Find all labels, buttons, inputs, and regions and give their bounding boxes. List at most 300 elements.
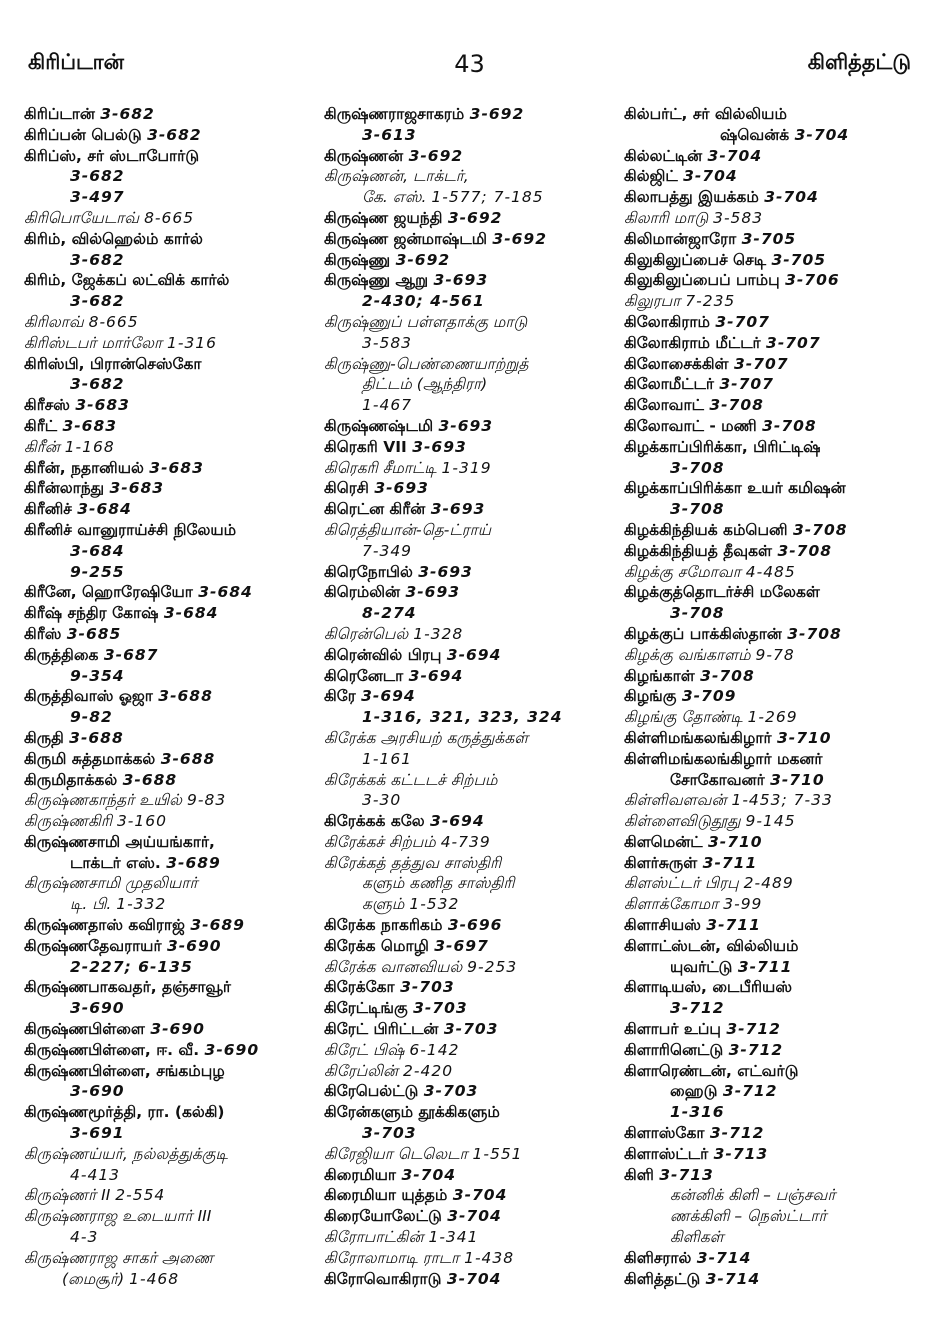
entry-reference: 3-703 (443, 1020, 499, 1039)
index-entry (624, 1081, 924, 1102)
entry-reference: 3-684 (77, 500, 132, 519)
index-entry (624, 1227, 924, 1248)
entry-reference: 7-349 (362, 541, 413, 560)
index-entry (324, 915, 614, 936)
index-entry (324, 1061, 614, 1082)
index-entry (324, 1144, 614, 1165)
index-entry (624, 977, 924, 998)
entry-reference: 9-255 (70, 562, 125, 581)
entry-term: கிரீன், நதானியல் (24, 458, 144, 477)
entry-reference: 1-468 (129, 1269, 180, 1288)
entry-term: கிரெகரி சீமாட்டி (324, 458, 437, 477)
index-entry (24, 125, 319, 146)
entry-reference: 3-703 (413, 999, 468, 1018)
index-entry (624, 229, 924, 250)
running-head-first-entry: கிரிப்டான் (28, 50, 124, 74)
entry-reference: 3-689 (190, 916, 245, 935)
entry-term: கிருஷ்ணராஜ உடையார் III (24, 1207, 212, 1226)
entry-reference: 3-688 (158, 687, 213, 706)
index-entry (324, 645, 614, 666)
entry-reference: 3-694 (361, 687, 416, 706)
entry-term: கிருத்திகை (24, 645, 99, 664)
entry-reference: 3-682 (147, 125, 202, 144)
index-entry (624, 520, 924, 541)
entry-reference: 3-160 (116, 812, 167, 831)
entry-term: கிரேக்க மொழி (324, 936, 429, 955)
index-entry (324, 125, 614, 146)
entry-reference: 3-711 (702, 853, 758, 872)
index-entry (24, 250, 319, 271)
entry-term: கிளாபர் உப்பு (624, 1020, 721, 1039)
page-number: 43 (454, 50, 485, 78)
entry-reference: 3-704 (452, 1186, 508, 1205)
entry-reference: 3-688 (69, 728, 124, 747)
entry-reference: 4-3 (70, 1228, 99, 1247)
index-entry (624, 686, 924, 707)
entry-reference: 3-683 (62, 416, 118, 435)
entry-reference: 1-551 (472, 1144, 523, 1163)
entry-term: கிரே (324, 687, 356, 706)
index-entry (24, 1165, 319, 1186)
entry-reference: 1-332 (116, 895, 167, 914)
entry-term: கிளிசரால் (624, 1248, 692, 1267)
entry-reference: 1-161 (362, 749, 413, 768)
index-entry (24, 270, 319, 291)
index-entry (24, 312, 319, 333)
index-entry (24, 873, 319, 894)
index-entry (24, 666, 319, 687)
entry-term: கிரேக்க வானவியல் (324, 957, 463, 976)
entry-reference: 3-704 (707, 146, 763, 165)
index-entry (624, 832, 924, 853)
index-entry (324, 562, 614, 583)
index-entry (624, 166, 924, 187)
entry-reference: 3-712 (726, 1020, 781, 1039)
entry-reference: 9-83 (187, 791, 227, 810)
entry-term: கிளமென்ட் (624, 832, 703, 851)
entry-reference: 3-710 (777, 728, 832, 747)
index-entry (24, 1040, 319, 1061)
index-entry (624, 936, 924, 957)
entry-reference: 3-688 (122, 770, 178, 789)
entry-reference: 3-685 (66, 624, 122, 643)
entry-reference: 3-703 (362, 1124, 417, 1143)
entry-reference: 3-683 (109, 479, 165, 498)
entry-term: கிரோலாமாடி ராடா (324, 1248, 460, 1267)
index-entry (24, 811, 319, 832)
entry-term: கிரீஷ் சந்திர கோஷ் (24, 604, 159, 623)
index-entry (624, 998, 924, 1019)
index-entry (24, 1227, 319, 1248)
entry-reference: 3-703 (400, 978, 455, 997)
index-column-2 (324, 104, 614, 1289)
index-entry (24, 1081, 319, 1102)
entry-reference: 3-693 (412, 437, 467, 456)
entry-term: கிரேக்கோ (324, 978, 395, 997)
index-entry (624, 291, 924, 312)
entry-term: கன்னிக் கிளி – பஞ்சவர் (670, 1186, 836, 1205)
entry-term: கிலோகிராம் மீட்டர் (624, 333, 761, 352)
entry-reference: 2-430; 4-561 (362, 292, 485, 311)
entry-term: ஷ்வென்க் (720, 125, 790, 144)
index-entry (624, 873, 924, 894)
index-entry (324, 520, 614, 541)
index-entry (624, 458, 924, 479)
entry-reference: 8-665 (88, 312, 139, 331)
entry-reference: 3-708 (777, 541, 833, 560)
entry-term: கிருஷ்ணதேவராயர் (24, 936, 162, 955)
entry-term: கிரேஜியா டெலெடா (324, 1144, 468, 1163)
index-entry (324, 104, 614, 125)
index-entry (324, 499, 614, 520)
index-entry (624, 104, 924, 125)
index-entry (624, 1019, 924, 1040)
index-entry (324, 790, 614, 811)
index-entry (624, 333, 924, 354)
entry-term: கிருஷ்ணன், டாக்டர், (324, 167, 469, 186)
entry-term: களும் கணித சாஸ்திரி (362, 874, 515, 893)
entry-reference: 3-708 (670, 500, 725, 519)
index-entry (24, 1144, 319, 1165)
entry-reference: 3-690 (166, 936, 222, 955)
entry-reference: 3-704 (446, 1269, 502, 1288)
entry-term: கிரேன்களும் தூக்கிகளும் (324, 1103, 500, 1122)
index-entry (624, 957, 924, 978)
entry-reference: 8-665 (144, 208, 195, 227)
index-column-3 (624, 104, 924, 1289)
index-entry (24, 229, 319, 250)
entry-term: கிருஷ்ணதாஸ் கவிராஜ் (24, 916, 185, 935)
entry-reference: 1-316 (166, 333, 218, 352)
entry-term: கிருதி (24, 728, 64, 747)
entry-reference: 3-712 (670, 999, 725, 1018)
entry-reference: 3-693 (430, 500, 486, 519)
entry-reference: 9-82 (70, 708, 113, 727)
entry-term: கிருஷ்ணன் (324, 146, 404, 165)
entry-term: திட்டம் (ஆந்திரா) (362, 375, 488, 394)
entry-term: களும் (362, 895, 405, 914)
index-entry (624, 1185, 924, 1206)
index-entry (24, 354, 319, 375)
entry-term: கிரெனேடா (324, 666, 404, 685)
index-entry (24, 541, 319, 562)
entry-reference: 3-682 (70, 292, 125, 311)
entry-term: கிரிஸ்பி, பிரான்செஸ்கோ (24, 354, 202, 373)
index-entry (324, 270, 614, 291)
index-entry (24, 957, 319, 978)
index-entry (24, 458, 319, 479)
entry-term: கிரிப்பன் பெல்டு (24, 125, 142, 144)
index-entry (624, 853, 924, 874)
entry-term: கிளாஸ்ட்டர் (624, 1144, 709, 1163)
entry-reference: 3-694 (408, 666, 464, 685)
entry-term: கிளாசியஸ் (624, 916, 701, 935)
index-entry (324, 686, 614, 707)
entry-term: கிரேக்கக் கலே (324, 812, 425, 831)
entry-term: கிரேட்டிங்கு (324, 999, 408, 1018)
entry-reference: 3-709 (681, 687, 737, 706)
entry-term: கிரீட் (24, 416, 58, 435)
index-entry (24, 1206, 319, 1227)
index-entry (624, 187, 924, 208)
index-entry (24, 1061, 319, 1082)
entry-term: கிரெம்லின் (324, 583, 401, 602)
index-entry (624, 1061, 924, 1082)
entry-reference: 3-707 (719, 375, 774, 394)
index-entry (324, 1269, 614, 1290)
index-entry (624, 582, 924, 603)
index-entry (24, 603, 319, 624)
index-entry (324, 811, 614, 832)
index-entry (624, 499, 924, 520)
index-entry (324, 770, 614, 791)
entry-reference: 9-78 (755, 645, 795, 664)
entry-reference: 3-714 (696, 1248, 752, 1267)
entry-term: கிளாஸ்கோ (624, 1124, 705, 1143)
entry-term: கிருமிதாக்கல் (24, 770, 118, 789)
index-entry (24, 1102, 319, 1123)
index-entry (324, 666, 614, 687)
entry-term: கிருஷ்ணு (324, 250, 391, 269)
entry-reference: 1-341 (428, 1228, 479, 1247)
index-entry (24, 291, 319, 312)
index-entry (624, 562, 924, 583)
entry-reference: 1-438 (464, 1248, 515, 1267)
index-entry (24, 624, 319, 645)
index-entry (24, 333, 319, 354)
entry-term: கிருஷ்ணு ஆறு (324, 271, 429, 290)
entry-reference: 7-235 (685, 292, 736, 311)
index-entry (324, 250, 614, 271)
entry-term: (மைசூர்) (62, 1269, 125, 1288)
index-entry (324, 1102, 614, 1123)
index-entry (24, 478, 319, 499)
entry-reference: 3-684 (198, 583, 253, 602)
entry-reference: 3-583 (713, 208, 764, 227)
entry-term: கிலாரி மாடு (624, 208, 709, 227)
entry-term: கிரிப்ஸ், சர் ஸ்டாபோர்டு (24, 146, 200, 165)
entry-term: கிளஸ்ட்டர் பிரபு (624, 874, 739, 893)
index-entry (24, 728, 319, 749)
entry-reference: 3-690 (150, 1020, 205, 1039)
entry-term: கிரீன்லாந்து (24, 479, 105, 498)
entry-reference: 3-682 (70, 167, 125, 186)
entry-reference: 3-684 (70, 541, 125, 560)
entry-reference: 9-354 (70, 666, 125, 685)
entry-term: கிரீன் (24, 437, 60, 456)
index-entry (324, 1227, 614, 1248)
entry-term: கிருஷ்ணகிரி (24, 812, 112, 831)
entry-reference: 3-711 (706, 916, 761, 935)
entry-reference: 3-692 (447, 208, 503, 227)
index-entry (624, 770, 924, 791)
index-entry (324, 957, 614, 978)
index-entry (324, 458, 614, 479)
index-entry (324, 354, 614, 375)
entry-term: கிழங்கு தோண்டி (624, 708, 743, 727)
entry-term: ணக்கிளி – நெஸ்ட்டார் (670, 1207, 827, 1226)
entry-reference: 6-142 (409, 1040, 460, 1059)
entry-term: கிரெநோபில் (324, 562, 413, 581)
index-entry (624, 270, 924, 291)
entry-reference: 3-692 (492, 229, 547, 248)
entry-term: கிளி (624, 1165, 654, 1184)
index-entry (624, 603, 924, 624)
index-entry (324, 395, 614, 416)
entry-reference: 3-691 (70, 1124, 125, 1143)
entry-reference: 3-708 (670, 604, 725, 623)
entry-reference: 3-706 (785, 271, 840, 290)
entry-term: கிருஷ்ணு-பெண்ணையாற்றுத் (324, 354, 529, 373)
index-entry (324, 437, 614, 458)
index-entry (324, 478, 614, 499)
entry-reference: 3-704 (683, 167, 738, 186)
index-entry (24, 562, 319, 583)
entry-term: கிளாடியஸ், டைபீரியஸ் (624, 978, 792, 997)
entry-reference: 1-316, 321, 323, 324 (362, 708, 563, 727)
entry-term: கிருஷ்ணராஜ சாகர் அணை (24, 1248, 214, 1267)
entry-reference: 3-682 (100, 105, 155, 123)
index-entry (624, 437, 924, 458)
index-entry (624, 728, 924, 749)
entry-term: கில்ஜிட் (624, 167, 678, 186)
index-entry (324, 728, 614, 749)
entry-term: கிருஷ்ணர் II (24, 1186, 111, 1205)
entry-term: கிள்ளிமங்கலங்கிழார் (624, 728, 772, 747)
entry-term: டாக்டர் எஸ். (70, 853, 161, 872)
entry-reference: 3-712 (728, 1040, 784, 1059)
entry-term: கிருஷ்ணசாமி அய்யங்கார், (24, 832, 215, 851)
index-entry (324, 1081, 614, 1102)
entry-term: கிருஷ்ணகாந்தர் உயில் (24, 791, 183, 810)
index-entry (324, 1165, 614, 1186)
index-entry (324, 998, 614, 1019)
index-entry (624, 354, 924, 375)
entry-term: கில்பர்ட், சர் வில்லியம் (624, 105, 787, 123)
entry-term: கிருஷ்ண ஜயந்தி (324, 208, 443, 227)
entry-term: கிரிபொயேடாவ் (24, 208, 140, 227)
entry-reference: 1-453; 7-33 (731, 791, 833, 810)
index-entry (324, 582, 614, 603)
entry-term: கிரென்பெல் (324, 624, 409, 643)
entry-term: கிருஷ்ணசாமி முதலியார் (24, 874, 198, 893)
entry-term: கிருஷ்ணய்யர், நல்லத்துக்குடி (24, 1144, 228, 1163)
entry-reference: 3-713 (659, 1165, 714, 1184)
index-entry (624, 666, 924, 687)
index-entry (324, 1185, 614, 1206)
entry-term: கிளாக்கோமா (624, 895, 719, 914)
index-entry (24, 416, 319, 437)
entry-term: கிருஷ்ணுப் பள்ளதாக்கு மாடு (324, 312, 528, 331)
entry-term: கிள்ளிமங்கலங்கிழார் மகனர் (624, 749, 823, 768)
entry-reference: 3-682 (70, 375, 125, 394)
page-header (0, 50, 939, 90)
index-entry (624, 749, 924, 770)
entry-term: கிருஷ்ணபாகவதர், தஞ்சாவூர் (24, 978, 232, 997)
index-entry (24, 499, 319, 520)
entry-term: கிழக்கு சமோவா (624, 562, 741, 581)
entry-reference: 3-684 (163, 604, 219, 623)
entry-reference: 2-554 (115, 1186, 166, 1205)
entry-reference: 3-710 (708, 832, 763, 851)
entry-reference: 3-714 (705, 1269, 761, 1288)
entry-reference: 1-577; 7-185 (431, 188, 544, 207)
index-entry (24, 582, 319, 603)
entry-reference: 3-683 (149, 458, 204, 477)
index-entry (624, 541, 924, 562)
entry-reference: 3-705 (741, 229, 797, 248)
index-entry (324, 707, 614, 728)
entry-term: கிரெத்தியான்-தெ-ட்ராய் (324, 520, 492, 539)
entry-term: டி. பி. (70, 895, 112, 914)
index-entry (24, 520, 319, 541)
index-entry (324, 166, 614, 187)
index-entry (24, 790, 319, 811)
index-entry (324, 374, 614, 395)
entry-reference: 2-420 (403, 1061, 454, 1080)
index-entry (324, 146, 614, 167)
entry-term: கிலோசைக்கிள் (624, 354, 729, 373)
entry-reference: 1-316 (670, 1103, 725, 1122)
index-entry (24, 894, 319, 915)
index-entry (624, 1123, 924, 1144)
index-entry (24, 936, 319, 957)
entry-reference: 3-707 (766, 333, 821, 352)
entry-reference: 3-690 (70, 999, 125, 1018)
entry-term: கிருஷ்ணபிள்ளை, ஈ. வீ. (24, 1040, 200, 1059)
index-entry (624, 1102, 924, 1123)
index-entry (24, 853, 319, 874)
entry-reference: 3-693 (374, 479, 429, 498)
entry-term: கிருத்திவாஸ் ஓஜா (24, 687, 153, 706)
entry-term: கிருஷ்ண ஜன்மாஷ்டமி (324, 229, 487, 248)
entry-term: கிரிலாவ் (24, 312, 84, 331)
index-entry (324, 624, 614, 645)
entry-reference: 3-30 (362, 791, 402, 810)
entry-term: கிருஷ்ணபிள்ளை (24, 1020, 145, 1039)
index-entry (324, 1019, 614, 1040)
entry-reference: 3-705 (771, 250, 827, 269)
index-entry (324, 208, 614, 229)
entry-term: கிலுரபா (624, 292, 681, 311)
index-entry (324, 229, 614, 250)
entry-reference: 3-703 (423, 1082, 479, 1101)
entry-reference: 4-739 (440, 832, 491, 851)
entry-reference: 3-693 (433, 271, 489, 290)
index-entry (624, 645, 924, 666)
index-entry (324, 1206, 614, 1227)
entry-term: கிரேபெல்ட்டு (324, 1082, 419, 1101)
index-entry (624, 915, 924, 936)
index-entry (24, 1185, 319, 1206)
index-entry (24, 1019, 319, 1040)
entry-reference: 4-413 (70, 1165, 121, 1184)
index-column-1 (24, 104, 319, 1289)
entry-reference: 1-532 (409, 895, 460, 914)
entry-reference: 3-692 (469, 105, 525, 123)
entry-term: கிருஷ்ணஷ்டமி (324, 416, 434, 435)
entry-reference: 3-712 (722, 1082, 778, 1101)
entry-reference: 3-613 (362, 125, 417, 144)
entry-reference: 3-708 (670, 458, 725, 477)
entry-term: கிரைமியா யுத்தம் (324, 1186, 448, 1205)
index-entry (24, 749, 319, 770)
entry-term: கிரிஸ்டபர் மார்லோ (24, 333, 163, 352)
entry-term: கிலுகிலுப்பைச் செடி (624, 250, 767, 269)
index-entry (624, 1165, 924, 1186)
entry-reference: 4-485 (745, 562, 796, 581)
entry-term: கிரேட் பிஷ் (324, 1040, 405, 1059)
